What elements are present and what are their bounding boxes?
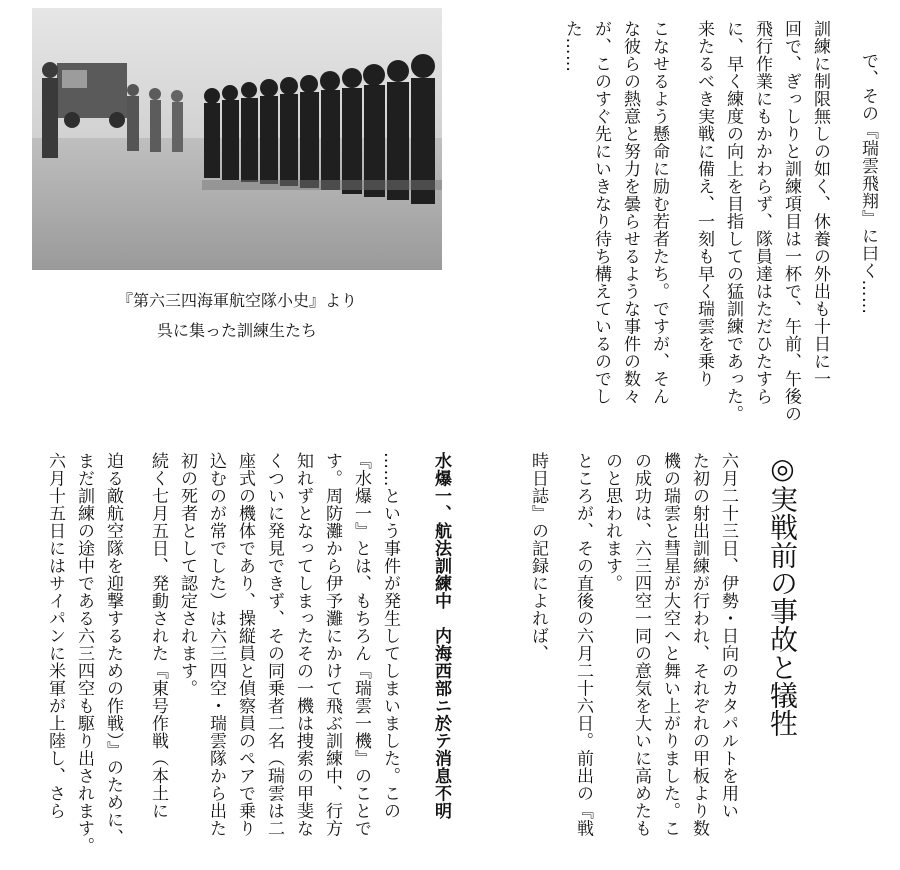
text-line: 初の死者として認定されます。 — [177, 452, 197, 697]
trainees-photo — [32, 8, 442, 270]
text-line: す。周防灘から伊予灘にかけて飛ぶ訓練中、行方 — [322, 452, 342, 837]
text-line: 時日誌』の記録によれば、 — [528, 452, 548, 662]
text-line: のと思われます。 — [602, 452, 622, 592]
section-heading: ◎実戦前の事故と犠牲 — [766, 452, 799, 737]
text-line: た…… — [562, 20, 582, 73]
text-line: 六月十五日にはサイパンに米軍が上陸し、さら — [45, 452, 65, 820]
text-line: 来たるべき実戦に備え、一刻も早く瑞雲を乗り — [694, 20, 714, 388]
photo-caption-line2: 呉に集った訓練生たち — [156, 321, 317, 340]
text-line: 六月二十三日、伊勢・日向のカタパルトを用い — [718, 452, 738, 820]
text-line: な彼らの熱意と努力を曇らせるような事件の数々 — [620, 20, 640, 405]
intro-column — [853, 52, 882, 412]
intro-line: で、その『瑞雲飛翔』に曰く…… — [858, 52, 878, 315]
text-line: 座式の機体であり、操縦員と偵察員のペアで乗り — [235, 452, 255, 837]
text-line: た初の射出訓練が行われ、それぞれの甲板より数 — [689, 452, 709, 837]
log-entry-title: 水爆一、航法訓練中 内海西部ニ於テ消息不明 — [431, 452, 451, 820]
bottom-right-text-block — [523, 452, 742, 862]
text-line: 続く七月五日、発動された『東号作戦（本土に — [148, 452, 168, 820]
text-line: ところが、その直後の六月二十六日。前出の『戦 — [573, 452, 593, 837]
text-line: に、早く練度の向上を目指しての猛訓練であった。 — [723, 20, 743, 423]
photo-caption-line1: 『第六三四海軍航空隊小史』より — [116, 291, 357, 310]
text-line: が、このすぐ先にいきなり待ち構えているのでし — [591, 20, 611, 405]
text-line: 『水爆一』とは、もちろん『瑞雲一機』のことで — [351, 452, 371, 837]
text-line: 迫る敵航空隊を迎撃するための作戦）』のために、 — [103, 452, 123, 846]
text-line: 回で、ぎっしりと訓練項目は一杯で、午前、午後の — [781, 20, 801, 423]
text-line: 飛行作業にもかかわらず、隊員達はただひたすら — [752, 20, 772, 405]
text-line: まだ訓練の途中である六三四空も駆り出されます。 — [74, 452, 94, 855]
photo-illustration — [32, 8, 442, 270]
text-line: くついに発見できず、その同乗者二名（瑞雲は二 — [264, 452, 284, 837]
text-line: 機の瑞雲と彗星が大空へと舞い上がりました。こ — [660, 452, 680, 837]
text-line: ……という事件が発生してしまいました。この — [380, 452, 400, 820]
text-line: 込むのが常でした）は六三四空・瑞雲隊から出た — [206, 452, 226, 837]
text-line: 訓練に制限無しの如く、休養の外出も十日に一 — [810, 20, 830, 388]
bottom-left-text-block — [40, 452, 455, 862]
text-line: 知れずとなってしまったその一機は捜索の甲斐な — [293, 452, 313, 837]
text-line: の成功は、六三四空一同の意気を大いに高めたも — [631, 452, 651, 837]
top-text-block — [557, 20, 834, 423]
text-line: こなせるよう懸命に励む若者たち。ですが、そん — [649, 20, 669, 405]
